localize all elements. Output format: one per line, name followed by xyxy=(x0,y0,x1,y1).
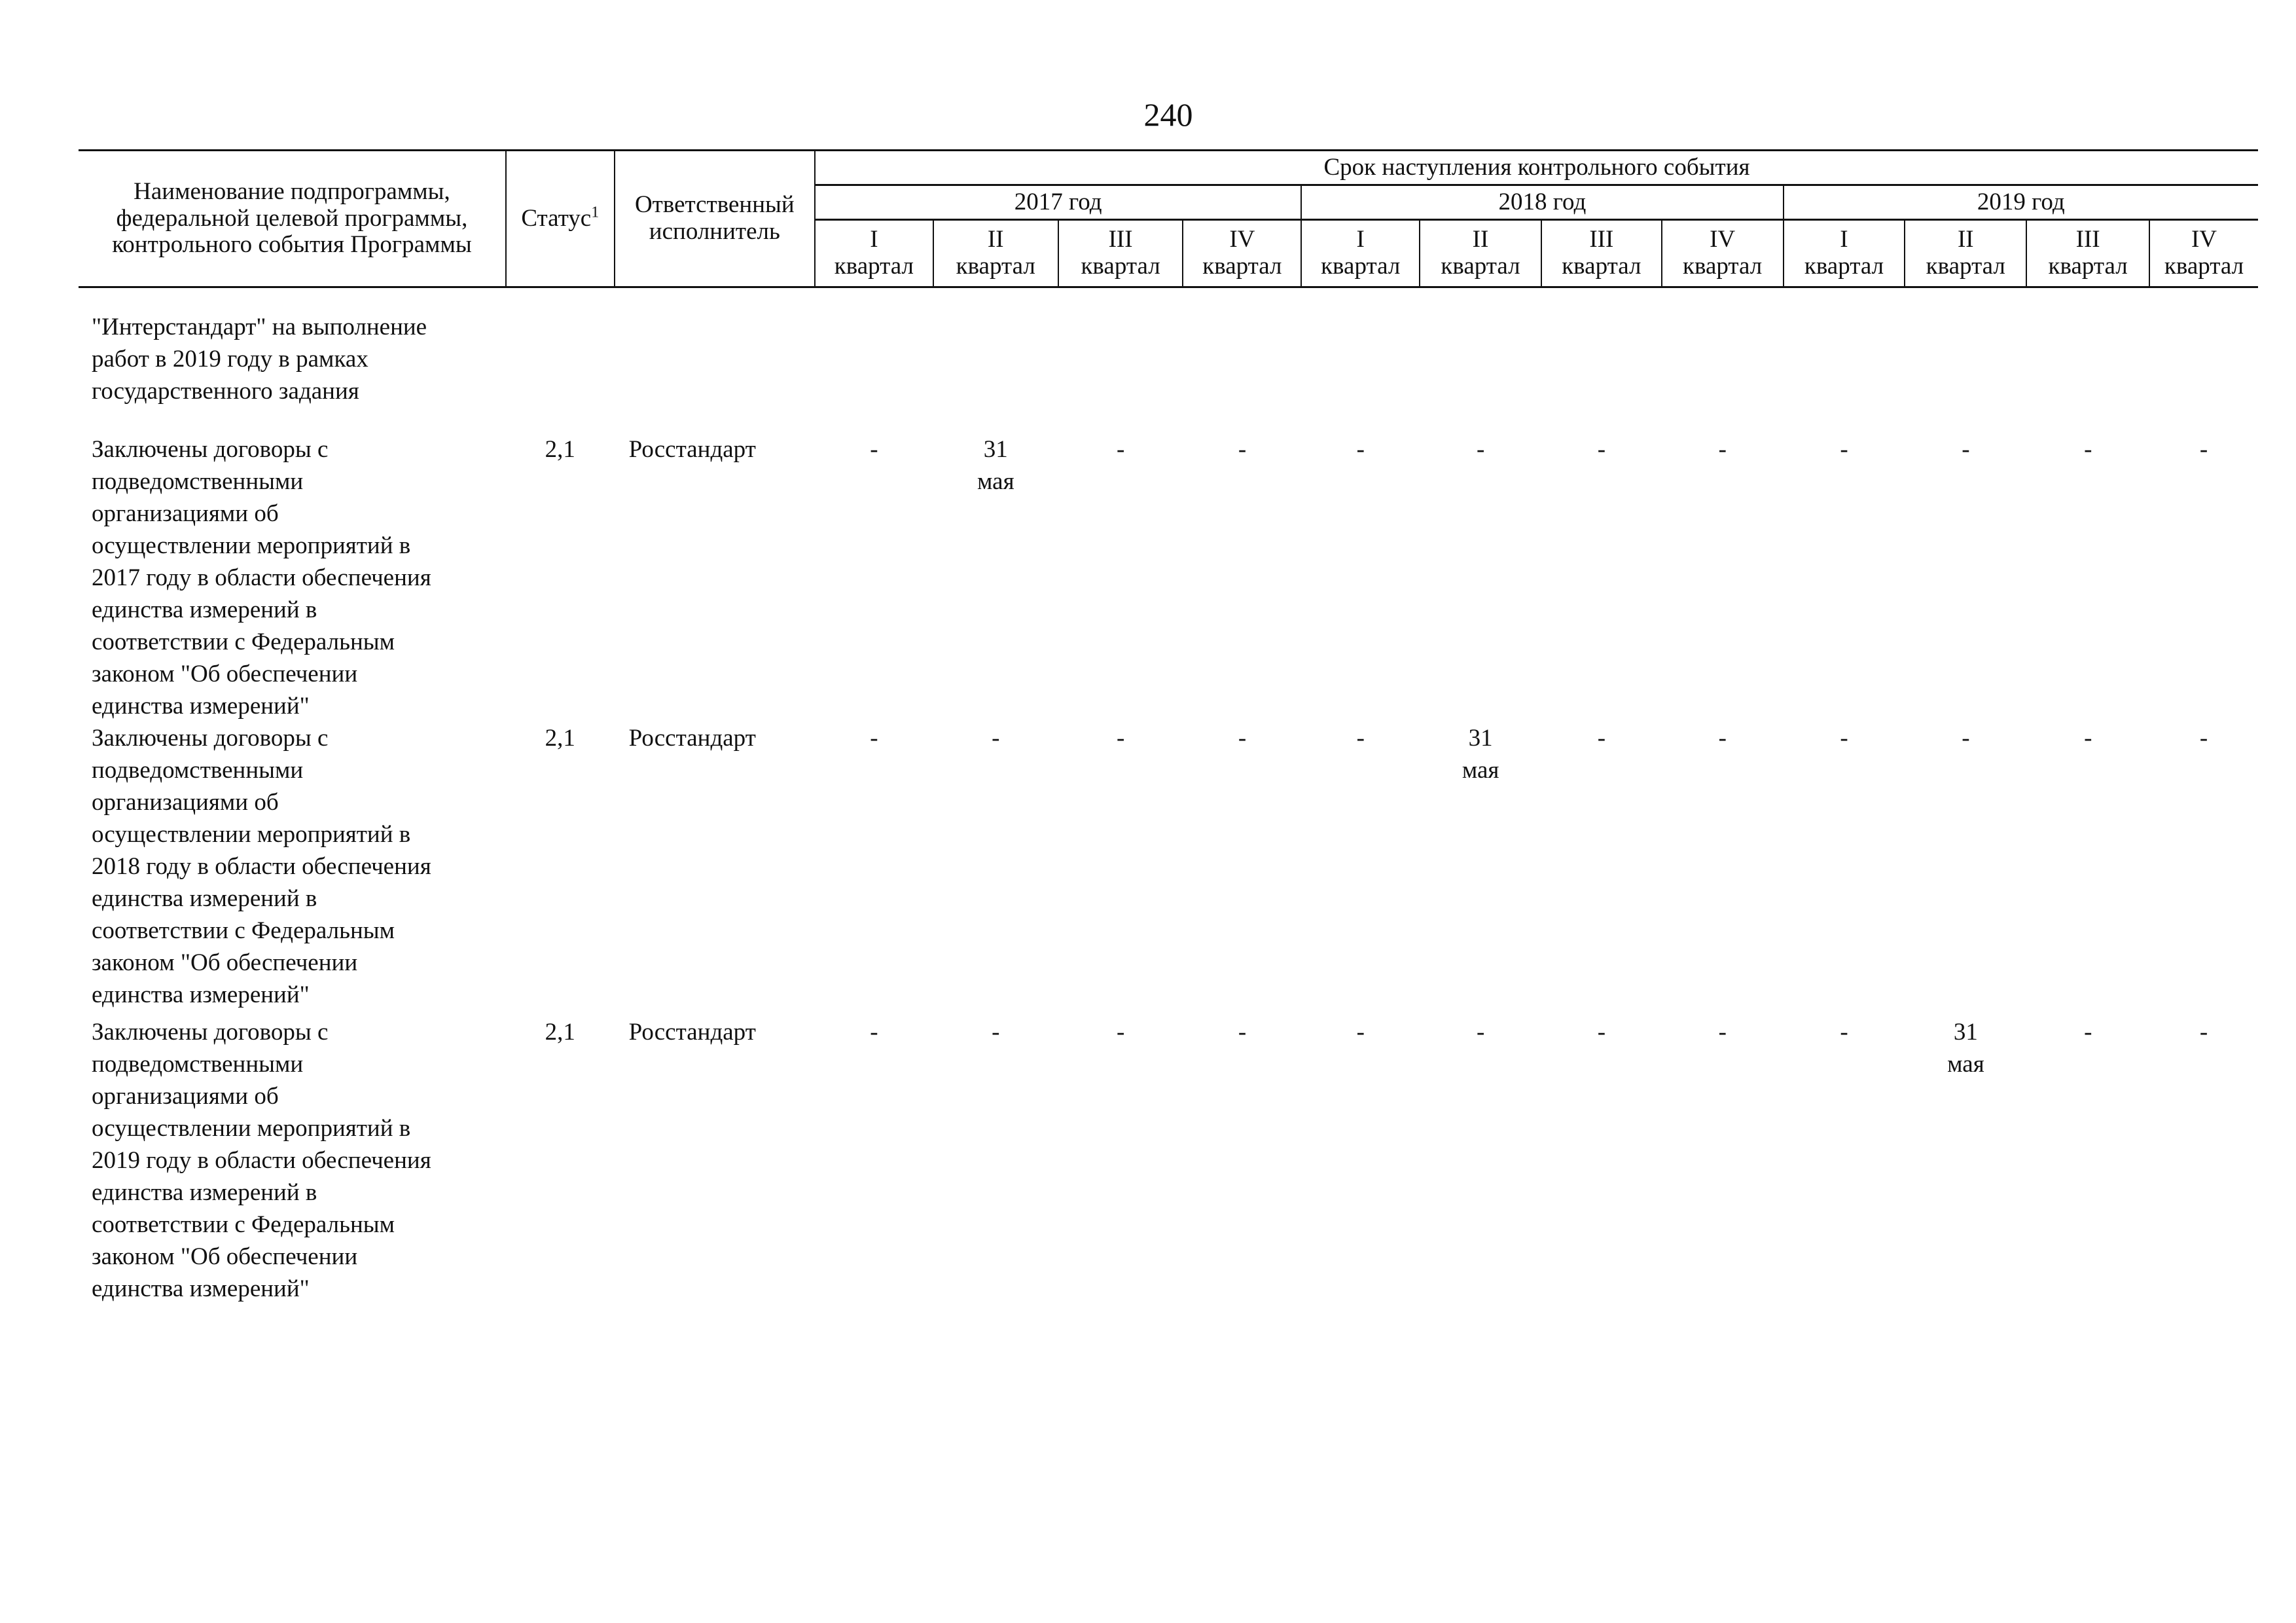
executor-cell: Росстандарт xyxy=(628,1019,756,1046)
column-header-quarter-number: II xyxy=(1420,220,1541,254)
quarter-cell xyxy=(1420,1016,1541,1343)
event-name-line: единства измерений в xyxy=(92,596,317,623)
status-cell: 2,1 xyxy=(545,725,575,752)
event-name-line: соответствии с Федеральным xyxy=(92,1211,395,1238)
event-name-line: подведомственными xyxy=(92,468,304,495)
column-header-quarter-label: квартал xyxy=(2026,253,2149,287)
event-name-line: соответствии с Федеральным xyxy=(92,917,395,944)
column-header-year-2019: 2019 год xyxy=(1784,185,2258,220)
quarter-value: - xyxy=(1356,725,1365,752)
quarter-cell xyxy=(2026,433,2149,722)
quarter-cell xyxy=(1058,1016,1183,1343)
event-name-line: единства измерений" xyxy=(92,1275,310,1302)
status-cell: 2,1 xyxy=(545,436,575,463)
quarter-value: - xyxy=(2199,436,2208,463)
column-header-quarter-label: квартал xyxy=(933,253,1058,287)
quarter-cell xyxy=(2026,722,2149,1016)
event-name-line: единства измерений в xyxy=(92,885,317,912)
column-header-quarter-label: квартал xyxy=(1058,253,1183,287)
quarter-cell xyxy=(2149,433,2258,722)
quarter-cell xyxy=(815,433,933,722)
table-row xyxy=(79,722,2258,1016)
quarter-value: - xyxy=(1116,436,1125,463)
quarter-value: - xyxy=(2084,1019,2092,1046)
page-number: 240 xyxy=(1143,96,1193,133)
event-name-line: 2019 году в области обеспечения xyxy=(92,1147,431,1174)
column-header-quarter-label: квартал xyxy=(2149,253,2258,287)
quarter-value: - xyxy=(1238,1019,1247,1046)
column-header-status xyxy=(506,151,615,287)
column-header-name-line: федеральной целевой программы, xyxy=(116,204,468,232)
column-header-status-label: Статус xyxy=(521,204,592,232)
event-name-line: единства измерений" xyxy=(92,981,310,1008)
table-row xyxy=(79,433,2258,722)
quarter-cell xyxy=(1905,1016,2027,1343)
column-header-deadline-group: Срок наступления контрольного события xyxy=(815,151,2258,185)
column-header-quarter-label: квартал xyxy=(1784,253,1905,287)
quarter-value: - xyxy=(1116,1019,1125,1046)
quarter-value: - xyxy=(870,1019,878,1046)
event-name-line: законом "Об обеспечении xyxy=(92,1243,358,1270)
column-header-quarter-label: квартал xyxy=(1183,253,1301,287)
quarter-cell xyxy=(1905,433,2027,722)
quarter-cell xyxy=(1662,433,1784,722)
quarter-cell xyxy=(2149,1016,2258,1343)
quarter-cell xyxy=(933,1016,1058,1343)
quarter-value: - xyxy=(1116,725,1125,752)
quarter-value: - xyxy=(992,1019,1000,1046)
intro-text-line: работ в 2019 году в рамках xyxy=(92,346,368,373)
quarter-value: - xyxy=(1962,436,1970,463)
event-name-line: Заключены договоры с xyxy=(92,1019,329,1046)
event-name-line: единства измерений" xyxy=(92,693,310,720)
quarter-value: - xyxy=(1597,1019,1606,1046)
event-name-line: Заключены договоры с xyxy=(92,436,329,463)
intro-text-line: государственного задания xyxy=(92,378,359,405)
event-name-line: осуществлении мероприятий в xyxy=(92,532,411,559)
column-header-quarter-number: IV xyxy=(2149,220,2258,254)
quarter-value: - xyxy=(870,436,878,463)
quarter-cell xyxy=(1420,433,1541,722)
column-header-name-line: контрольного события Программы xyxy=(112,231,472,259)
quarter-cell xyxy=(815,722,933,1016)
quarter-value: мая xyxy=(1947,1051,1984,1078)
quarter-cell xyxy=(1662,722,1784,1016)
quarter-value: - xyxy=(1840,436,1848,463)
quarter-value: - xyxy=(2084,725,2092,752)
quarter-cell xyxy=(933,722,1058,1016)
quarter-cell xyxy=(1058,433,1183,722)
quarter-cell xyxy=(1784,433,1905,722)
quarter-value: - xyxy=(1718,1019,1727,1046)
quarter-cell xyxy=(1301,1016,1420,1343)
event-name-line: законом "Об обеспечении xyxy=(92,661,358,687)
quarter-cell xyxy=(1183,1016,1302,1343)
quarter-cell xyxy=(1183,722,1302,1016)
quarter-value: - xyxy=(1238,436,1247,463)
table-body xyxy=(79,311,2258,1343)
quarter-cell xyxy=(1420,722,1541,1016)
table-row xyxy=(79,1016,2258,1343)
event-name-line: подведомственными xyxy=(92,1051,304,1078)
column-header-quarter-label: квартал xyxy=(815,253,933,287)
status-footnote-marker: 1 xyxy=(591,204,600,221)
quarter-cell xyxy=(1301,433,1420,722)
event-name-line: законом "Об обеспечении xyxy=(92,949,358,976)
event-name-line: 2018 году в области обеспечения xyxy=(92,853,431,880)
column-header-quarter-number: IV xyxy=(1183,220,1301,254)
executor-cell: Росстандарт xyxy=(628,725,756,752)
quarter-value: - xyxy=(1962,725,1970,752)
event-name-line: единства измерений в xyxy=(92,1179,317,1206)
quarter-value: 31 xyxy=(1953,1019,1978,1046)
column-header-year-2017: 2017 год xyxy=(815,185,1301,220)
quarter-cell xyxy=(1662,1016,1784,1343)
quarter-cell xyxy=(2026,1016,2149,1343)
quarter-value: - xyxy=(2199,725,2208,752)
column-header-quarter-number: II xyxy=(1905,220,2026,254)
column-header-quarter-label: квартал xyxy=(1662,253,1784,287)
event-name-line: подведомственными xyxy=(92,757,304,784)
column-header-quarter-number: III xyxy=(1541,220,1662,254)
column-header-quarter-number: I xyxy=(1784,220,1905,254)
quarter-cell xyxy=(1541,722,1662,1016)
quarter-value: 31 xyxy=(983,436,1008,463)
column-header-quarter-label: квартал xyxy=(1420,253,1541,287)
quarter-cell xyxy=(1058,722,1183,1016)
quarter-value: - xyxy=(1356,1019,1365,1046)
quarter-cell xyxy=(933,433,1058,722)
quarter-value: - xyxy=(1718,436,1727,463)
table-row-intro xyxy=(79,311,2258,433)
quarter-value: - xyxy=(1718,725,1727,752)
quarter-cell xyxy=(2149,722,2258,1016)
quarter-value: мая xyxy=(1462,757,1499,784)
quarter-value: - xyxy=(1476,1019,1485,1046)
quarter-value: - xyxy=(1356,436,1365,463)
column-header-executor xyxy=(615,151,815,287)
intro-text-line: "Интерстандарт" на выполнение xyxy=(92,314,427,340)
event-name-line: осуществлении мероприятий в xyxy=(92,821,411,848)
event-name-cell xyxy=(79,1016,506,1343)
event-name-line: осуществлении мероприятий в xyxy=(92,1115,411,1142)
quarter-value: - xyxy=(992,725,1000,752)
quarter-value: - xyxy=(1476,436,1485,463)
quarter-value: - xyxy=(870,725,878,752)
column-header-name xyxy=(79,151,506,287)
column-header-quarter-number: II xyxy=(933,220,1058,254)
column-header-quarter-number: III xyxy=(1058,220,1183,254)
column-header-quarter-number: I xyxy=(815,220,933,254)
event-name-line: организациями об xyxy=(92,500,279,527)
quarter-cell xyxy=(1541,433,1662,722)
column-header-quarter-label: квартал xyxy=(1301,253,1420,287)
quarter-cell xyxy=(1541,1016,1662,1343)
column-header-year-2018: 2018 год xyxy=(1301,185,1783,220)
quarter-value: - xyxy=(1840,725,1848,752)
column-header-quarter-label: квартал xyxy=(1905,253,2026,287)
intro-text-cell xyxy=(79,311,506,433)
event-name-line: организациями об xyxy=(92,789,279,816)
quarter-cell xyxy=(1905,722,2027,1016)
quarter-value: - xyxy=(2199,1019,2208,1046)
quarter-value: - xyxy=(2084,436,2092,463)
quarter-cell xyxy=(1784,1016,1905,1343)
column-header-executor-line: Ответственный xyxy=(634,191,795,219)
event-name-cell xyxy=(79,433,506,722)
table-header xyxy=(79,149,2258,288)
event-name-cell xyxy=(79,722,506,1016)
column-header-quarter-number: III xyxy=(2026,220,2149,254)
quarter-cell xyxy=(1301,722,1420,1016)
quarter-value: - xyxy=(1597,725,1606,752)
event-name-line: Заключены договоры с xyxy=(92,725,329,752)
column-header-executor-line: исполнитель xyxy=(649,218,780,245)
quarter-cell xyxy=(1784,722,1905,1016)
column-header-quarter-number: IV xyxy=(1662,220,1784,254)
event-name-line: соответствии с Федеральным xyxy=(92,629,395,655)
event-name-line: 2017 году в области обеспечения xyxy=(92,564,431,591)
column-header-quarter-number: I xyxy=(1301,220,1420,254)
event-name-line: организациями об xyxy=(92,1083,279,1110)
column-header-quarter-label: квартал xyxy=(1541,253,1662,287)
quarter-cell xyxy=(1183,433,1302,722)
quarter-value: - xyxy=(1840,1019,1848,1046)
quarter-value: 31 xyxy=(1468,725,1493,752)
status-cell: 2,1 xyxy=(545,1019,575,1046)
executor-cell: Росстандарт xyxy=(628,436,756,463)
quarter-value: - xyxy=(1238,725,1247,752)
quarter-cell xyxy=(815,1016,933,1343)
quarter-value: - xyxy=(1597,436,1606,463)
column-header-name-line: Наименование подпрограммы, xyxy=(134,177,450,205)
quarter-value: мая xyxy=(977,468,1014,495)
